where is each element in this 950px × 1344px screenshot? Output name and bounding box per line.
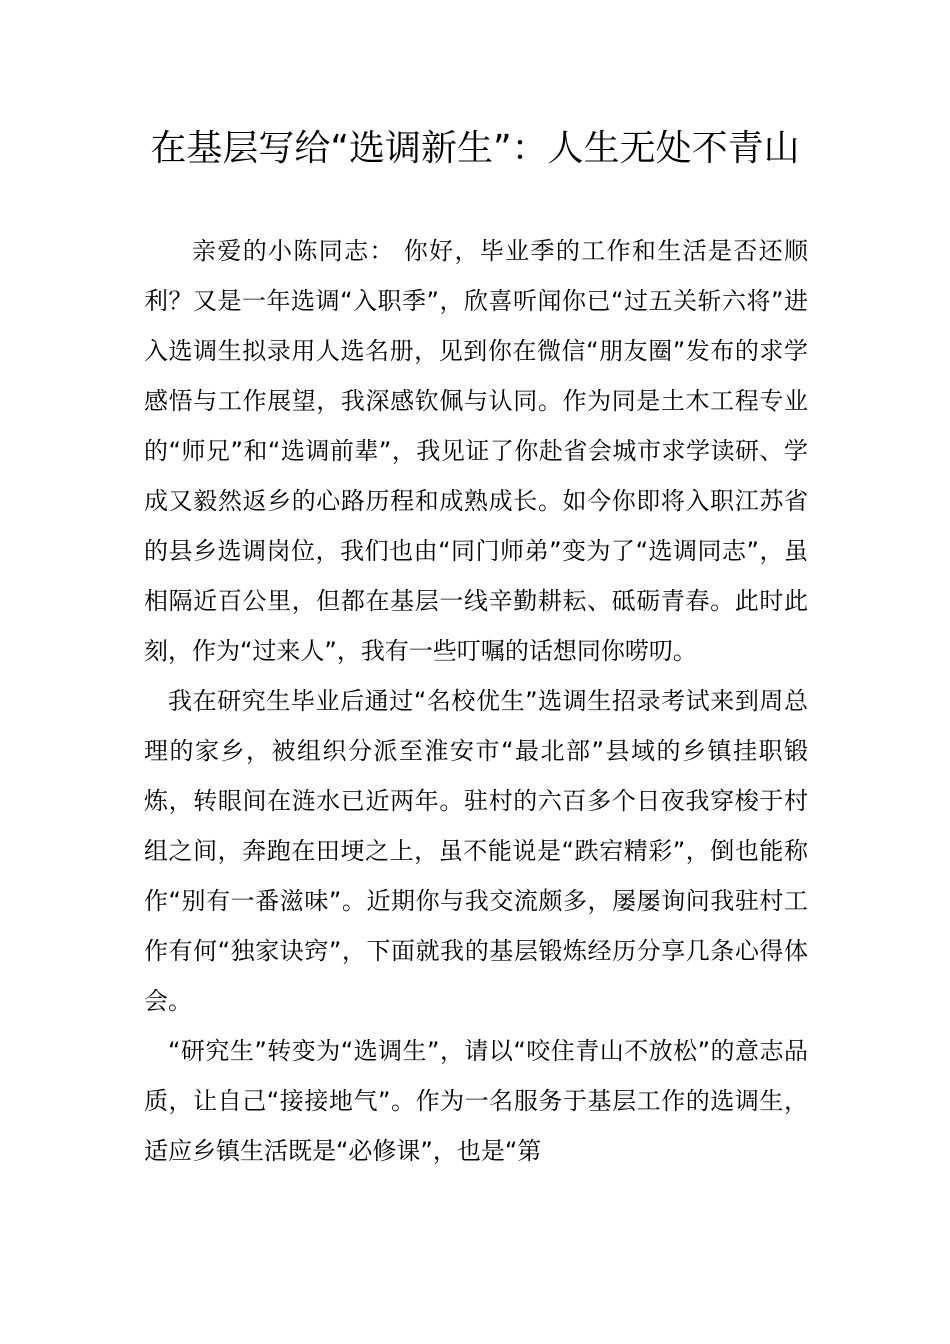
document-body bbox=[144, 226, 808, 1176]
document-title: 在基层写给“选调新生”：人生无处不青山 bbox=[150, 128, 800, 169]
paragraph-3: “研究生”转变为“选调生”，请以“咬住青山不放松”的意志品质，让自己“接接地气”。作为一名服务于基层工作的选调生，适应乡镇生活既是“必修课”，也是“第 bbox=[144, 1037, 808, 1165]
paragraph-1: 亲爱的小陈同志： 你好，毕业季的工作和生活是否还顺利？又是一年选调“入职季”，欣喜听闻你已“过五关斩六将”进入选调生拟录用人选名册，见到你在微信“朋友圈”发布的求学感悟与工作展望，我深感钦佩与认同。作为同是土木工程专业的“师兄”和“选调前辈”，我见证了你赴省会城市求学读研、学成又毅然返乡的心路历程和成熟成长。如今你即将入职江苏省的县乡选调岗位，我们也由“同门师弟”变为了“选调同志”，虽相隔近百公里，但都在基层一线辛勤耕耘、砥砺青春。此时此刻，作为“过来人”，我有一些叮嘱的话想同你唠叨。 bbox=[144, 237, 808, 665]
paragraph-2: 我在研究生毕业后通过“名校优生”选调生招录考试来到周总理的家乡，被组织分派至淮安市“最北部”县域的乡镇挂职锻炼，转眼间在涟水已近两年。驻村的六百多个日夜我穿梭于村组之间，奔跑在田埂之上，虽不能说是“跌宕精彩”，倒也能称作“别有一番滋味”。近期你与我交流颇多，屡屡询问我驻村工作有何“独家诀窍”，下面就我的基层锻炼经历分享几条心得体会。 bbox=[144, 687, 808, 1015]
